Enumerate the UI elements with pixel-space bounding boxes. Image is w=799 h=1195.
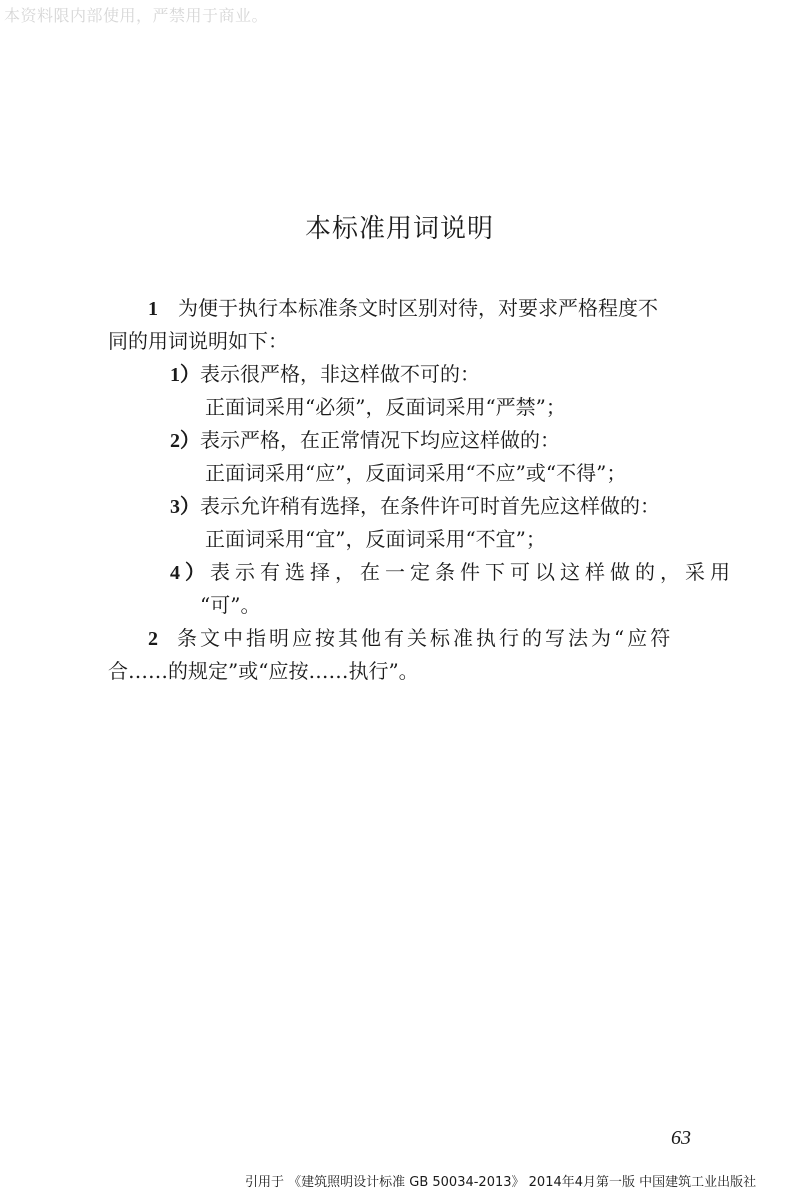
subitem-3-detail: 正面词采用“宜”，反面词采用“不宜”； — [205, 527, 546, 551]
item-1-line-2: 同的用词说明如下： — [108, 329, 288, 353]
subitem-3 — [170, 494, 660, 519]
subitem-1-detail: 正面词采用“必须”，反面词采用“严禁”； — [205, 395, 566, 419]
subitem-1-number: 1） — [170, 364, 200, 386]
subitem-3-text: 表示允许稍有选择，在条件许可时首先应这样做的： — [200, 494, 660, 518]
page-title: 本标准用词说明 — [304, 214, 494, 244]
subitem-3-number: 3） — [170, 496, 200, 518]
watermark-text: 本资料限内部使用，严禁用于商业。 — [4, 6, 269, 25]
subitem-1-text: 表示很严格，非这样做不可的： — [200, 362, 480, 386]
subitem-2-detail: 正面词采用“应”，反面词采用“不应”或“不得”； — [205, 461, 627, 485]
item-2-line-1 — [148, 626, 673, 651]
item-1-text: 为便于执行本标准条文时区别对待，对要求严格程度不 — [178, 296, 658, 320]
subitem-2 — [170, 428, 560, 453]
subitem-4-detail: “可”。 — [200, 593, 261, 617]
item-2-number: 2 — [148, 628, 161, 650]
subitem-4 — [170, 560, 735, 585]
citation-footer: 引用于 《建筑照明设计标准 GB 50034-2013》 2014年4月第一版 中国建筑工业出版社 — [245, 1175, 757, 1190]
subitem-2-number: 2） — [170, 430, 200, 452]
item-2-text: 条文中指明应按其他有关标准执行的写法为“应符 — [177, 626, 674, 650]
subitem-4-number: 4） — [170, 562, 210, 584]
subitem-4-text: 表示有选择，在一定条件下可以这样做的，采用 — [210, 560, 735, 584]
subitem-1 — [170, 362, 480, 387]
item-2-line-2: 合……的规定”或“应按……执行”。 — [108, 659, 419, 683]
item-1-line-1 — [148, 296, 658, 321]
item-1-number: 1 — [148, 298, 158, 320]
page-number: 63 — [671, 1127, 691, 1149]
subitem-2-text: 表示严格，在正常情况下均应这样做的： — [200, 428, 560, 452]
